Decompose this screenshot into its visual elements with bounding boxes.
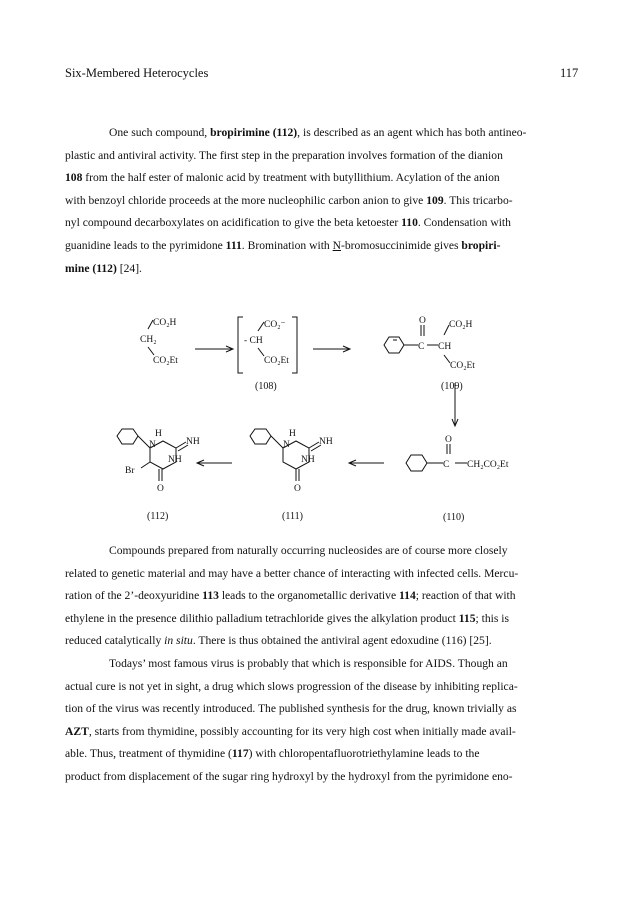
h-111: H: [289, 429, 296, 439]
oxygen-111: O: [294, 484, 301, 494]
malonate-co2h: CO₂H: [153, 318, 177, 328]
nh-exo-112: NH: [186, 437, 200, 447]
bromine-112: Br: [125, 466, 135, 476]
page-number: 117: [560, 66, 579, 80]
oxygen-109: O: [419, 316, 426, 326]
paragraph-azt: Todays’ most famous virus is probably that which is responsible for AIDS. Though an actual cure is not yet in sight, a drug which slows progression of the disease by inhibiting replica- tion of the virus was recently introduced. The published synthesis for the drug, known trivially as AZT, starts from thymidine, possibly accounting for its very high cost when initially made avail- able. Thus, treatment of thymidine (117) with chloropentafluorotriethylamine leads to the product from displacement of the sugar ring hydroxyl by the hydroxyl from the pyrimidone eno-: [65, 657, 518, 783]
running-header: Six-Membered Heterocycles: [65, 66, 209, 80]
carbonyl-c-109: C: [418, 342, 425, 352]
dianion-co2: CO₂⁻: [264, 320, 286, 330]
label-108: (108): [255, 381, 277, 392]
nh-exo-111: NH: [319, 437, 333, 447]
carbonyl-c-110: C: [443, 460, 450, 470]
label-111: (111): [282, 511, 303, 522]
co2h-109: CO₂H: [449, 320, 473, 330]
bropirimine-synthesis-scheme: [0, 305, 642, 525]
oxygen-112: O: [157, 484, 164, 494]
nh-ring-111: NH: [301, 455, 315, 465]
oxygen-110: O: [445, 435, 452, 445]
co2et-109: CO₂Et: [450, 361, 475, 371]
ch-109: CH: [438, 342, 452, 352]
malonate-ch2: CH₂: [140, 335, 157, 345]
dianion-ch: - CH: [244, 336, 263, 346]
paragraph-bropirimine: One such compound, bropirimine (112), is described as an agent which has both antineo- plastic and antiviral activity. The first step in the preparation involves formation of the dianion 108 from the half ester of malonic acid by treatment with butyllithium. Acylation of the anion with benzoyl chloride proceeds at the more nucleophilic carbon anion to give 109. This tricarbo- nyl compound decarboxylates on acidification to give the beta ketoester 110. Condensation with guanidine leads to the pyrimidone 111. Bromination with N-bromosuccinimide gives bropiri- mine (112) [24].: [65, 126, 527, 275]
n-112: N: [149, 440, 156, 450]
h-112: H: [155, 429, 162, 439]
nh-ring-112: NH: [168, 455, 182, 465]
dianion-co2et: CO₂Et: [264, 356, 289, 366]
ketoester-chain-110: CH₂CO₂Et: [467, 460, 509, 470]
malonate-co2et: CO₂Et: [153, 356, 178, 366]
label-109: (109): [441, 381, 463, 392]
n-111: N: [283, 440, 290, 450]
label-112: (112): [147, 511, 169, 522]
label-110: (110): [443, 512, 465, 523]
paragraph-edoxudine: Compounds prepared from naturally occurring nucleosides are of course more closely related to genetic material and may have a better chance of interacting with infected cells. Mercu- ration of the 2’-deoxyuridine 113 leads to the organometallic derivative 114; reaction of that with ethylene in the presence dilithio palladium tetrachloride gives the alkylation product 115; this is reduced catalytically in situ. There is thus obtained the antiviral agent edoxudine (116) [25].: [65, 544, 519, 648]
